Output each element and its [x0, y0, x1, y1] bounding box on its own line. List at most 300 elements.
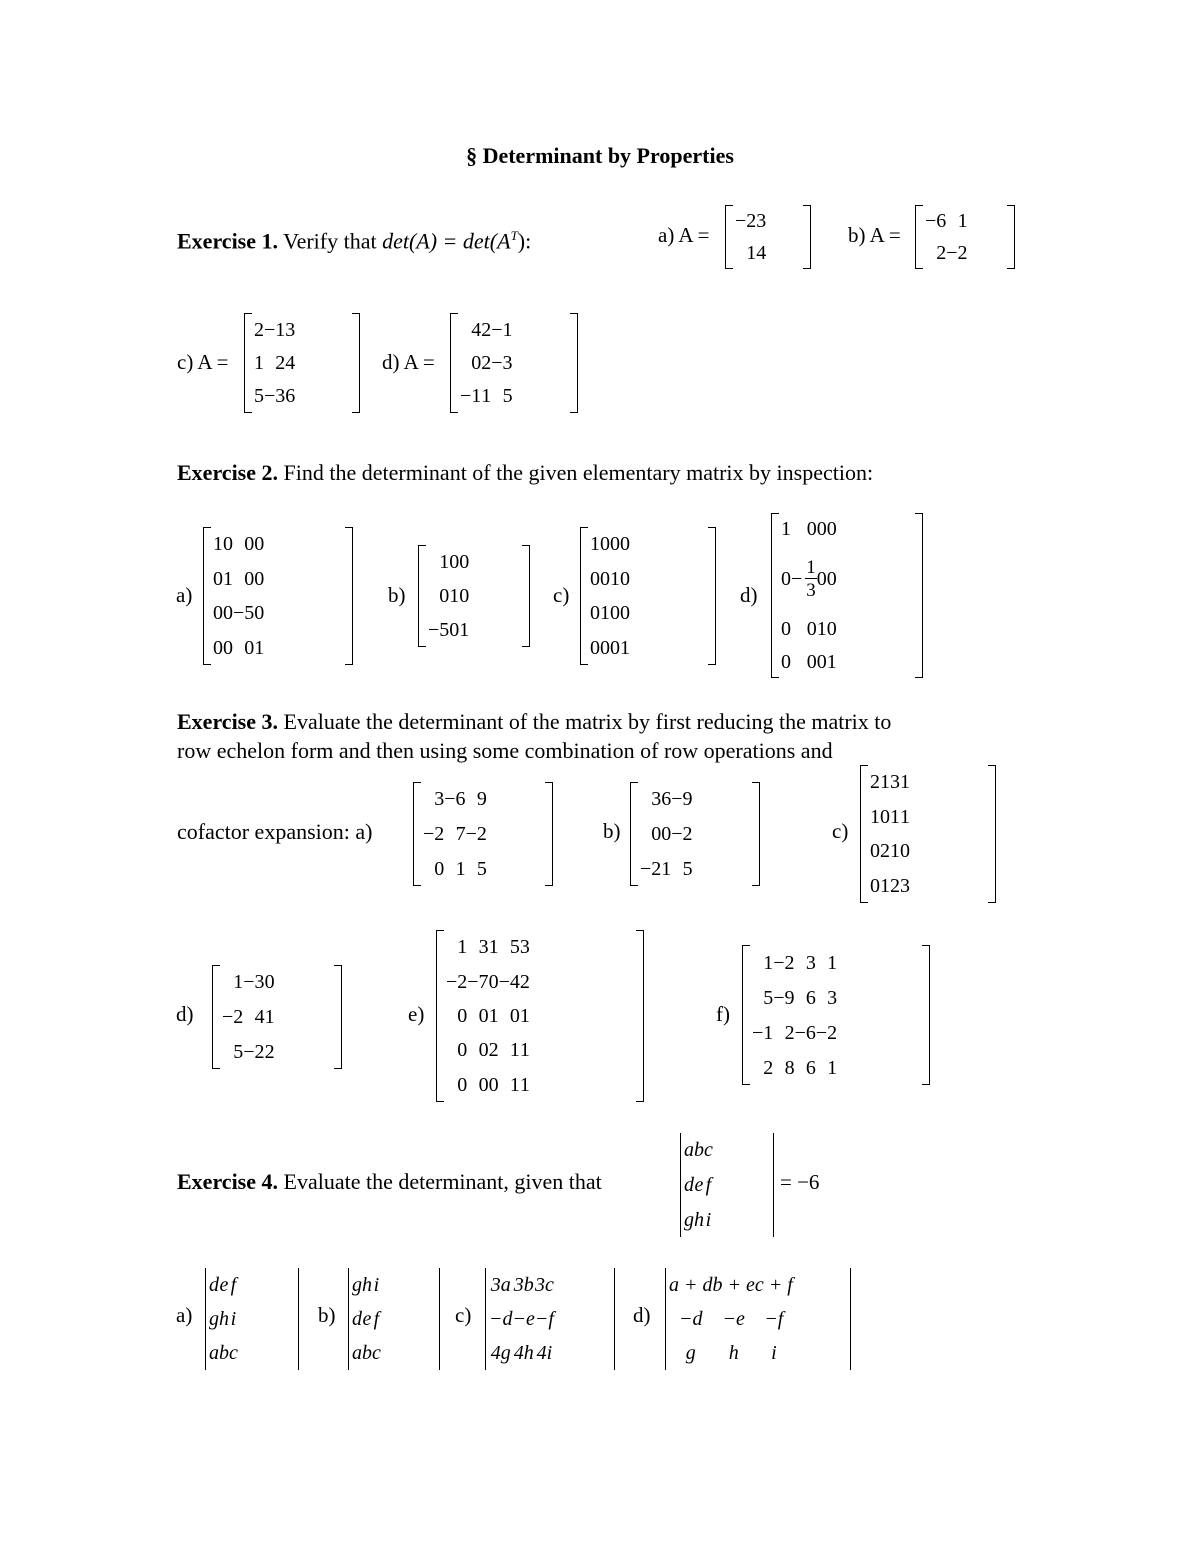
matrix-entry: g	[684, 1208, 694, 1231]
matrix-entry: −2	[222, 1005, 244, 1028]
matrix-entry: 0	[478, 1073, 489, 1096]
matrix-entry: 6	[661, 788, 672, 811]
matrix-row	[640, 782, 693, 817]
matrix-entry: −3	[264, 385, 286, 408]
bracket-right	[1007, 205, 1015, 269]
matrix-entry: 0	[264, 971, 275, 994]
matrix-entry: 2	[481, 318, 492, 341]
matrix-entry	[791, 545, 817, 613]
matrix-row	[752, 1050, 837, 1085]
fraction-numerator: 1	[806, 557, 816, 579]
matrix-entry: 0	[610, 636, 620, 659]
matrix-row	[446, 964, 530, 998]
matrix-entry: −5	[233, 602, 255, 625]
transpose-superscript: T	[510, 228, 518, 243]
matrix-row	[669, 1302, 793, 1336]
matrix-entry: 0	[223, 636, 233, 659]
matrix-row	[209, 1302, 238, 1336]
bracket-left	[630, 782, 638, 886]
ex2-c-label: c)	[553, 583, 570, 607]
matrix-entry: 0	[600, 567, 610, 590]
determinant-bar-right	[439, 1268, 440, 1370]
bracket-right	[988, 765, 996, 903]
matrix-entry: 2	[784, 1021, 795, 1044]
matrix-entry: d	[684, 1173, 694, 1196]
matrix-entry: 1	[763, 951, 774, 974]
matrix-entry: 0	[457, 1004, 468, 1027]
matrix-row	[735, 237, 766, 269]
ex3-b-label: b)	[603, 819, 621, 843]
matrix-entry: a	[209, 1342, 219, 1364]
matrix-entry: 1	[890, 840, 900, 863]
exercise-1-formula-end: ):	[517, 228, 532, 254]
matrix-row	[254, 380, 295, 413]
matrix-entry: 1	[600, 602, 610, 625]
matrix-entry: 1	[254, 351, 264, 374]
matrix-entry: 0	[478, 1004, 489, 1027]
matrix-row	[752, 1015, 837, 1050]
matrix-entry: 2	[870, 771, 880, 794]
matrix-row	[925, 237, 968, 269]
matrix-entry: 0	[816, 650, 827, 673]
matrix-entry: 1	[880, 874, 890, 897]
matrix-entry: 1	[264, 1005, 275, 1028]
matrix-entry: 0	[781, 568, 791, 591]
matrix-row	[222, 1000, 275, 1035]
exercise-1-text: Verify that	[278, 228, 383, 254]
matrix-entry: 1	[457, 936, 468, 959]
matrix-entry: 2	[880, 840, 890, 863]
matrix-entry: 0	[439, 585, 450, 607]
matrix-entry: 1	[519, 1039, 530, 1062]
ex2-a-matrix	[203, 527, 353, 665]
matrix-entry: 4	[471, 318, 482, 341]
matrix-row	[669, 1336, 793, 1370]
exercise-3-statement-line-2: row echelon form and then using some combination of row operations and	[177, 738, 833, 763]
matrix-entry: 6	[805, 1056, 816, 1079]
matrix-entry: 1	[880, 771, 890, 794]
matrix-row	[925, 205, 968, 237]
exercise-1-label: Exercise 1.	[177, 228, 279, 254]
matrix-row	[446, 1068, 530, 1102]
matrix-entry: b	[694, 1139, 704, 1162]
matrix-row	[423, 817, 487, 852]
matrix-entry: 0	[610, 533, 620, 556]
ex2-d-label: d)	[740, 583, 758, 607]
matrix-entry: 5	[233, 1040, 244, 1063]
matrix-entry: 1	[816, 618, 827, 641]
ex1-d-matrix	[450, 313, 578, 413]
matrix-entry: 4	[285, 351, 296, 374]
bracket-right	[636, 930, 644, 1102]
matrix-entry: 0	[434, 857, 445, 880]
matrix-row	[460, 313, 513, 346]
matrix-entry: i	[705, 1208, 712, 1231]
matrix-entry: 1	[254, 636, 265, 659]
matrix-entry: 0	[600, 533, 610, 556]
matrix-row	[489, 1336, 554, 1370]
matrix-row	[446, 1033, 530, 1067]
matrix-entry: 0	[478, 1039, 489, 1062]
bracket-right	[708, 527, 716, 665]
matrix-entry: e	[362, 1308, 372, 1330]
ex4-given-value: = −6	[780, 1170, 820, 1194]
matrix-entry: 0	[223, 533, 233, 556]
matrix-row	[870, 869, 910, 904]
fraction-sign: −	[791, 568, 803, 591]
matrix-entry: −2	[243, 1040, 265, 1063]
matrix-row	[590, 527, 630, 562]
ex3-d-label: d)	[176, 1002, 194, 1026]
exercise-3-text-1: Evaluate the determinant of the matrix by first reducing the matrix to	[278, 709, 892, 734]
bracket-right	[922, 945, 930, 1085]
matrix-entry: a	[352, 1342, 362, 1364]
bracket-right	[915, 513, 923, 678]
determinant-bar-right	[298, 1268, 299, 1370]
matrix-entry: −1	[752, 1021, 774, 1044]
matrix-row	[423, 782, 487, 817]
matrix-entry: −1	[460, 385, 482, 408]
ex1-a-matrix	[725, 205, 811, 269]
matrix-entry: 0	[590, 602, 600, 625]
matrix-entry: 0	[806, 650, 817, 673]
matrix-entry: −e	[512, 1308, 535, 1330]
matrix-entry: 0	[457, 1039, 468, 1062]
matrix-row	[870, 800, 910, 835]
matrix-entry: −2	[735, 210, 757, 232]
matrix-entry: 1	[610, 567, 620, 590]
matrix-entry: 1	[459, 619, 470, 641]
matrix-row	[752, 945, 837, 980]
matrix-entry: 3c	[534, 1274, 554, 1296]
matrix-entry: h	[362, 1274, 372, 1296]
determinant-bar-left	[680, 1133, 681, 1237]
matrix-row	[352, 1336, 381, 1370]
bracket-right	[803, 205, 811, 269]
matrix-entry: −2	[423, 822, 445, 845]
matrix-entry: 0	[254, 567, 265, 590]
ex2-d-matrix	[771, 513, 923, 678]
ex2-b-label: b)	[388, 583, 406, 607]
matrix-row	[735, 205, 766, 237]
matrix-entry: g	[209, 1308, 219, 1330]
matrix-entry: −7	[467, 970, 489, 993]
matrix-entry: 0	[610, 602, 620, 625]
matrix-entry: 1	[661, 857, 672, 880]
matrix-entry: 5	[254, 385, 264, 408]
matrix-entry: 3	[519, 936, 530, 959]
bracket-left	[742, 945, 750, 1085]
matrix-row	[213, 631, 264, 666]
matrix-entry: f	[230, 1274, 237, 1296]
ex3-c-label: c)	[832, 819, 849, 843]
matrix-row	[684, 1133, 713, 1168]
matrix-entry: 1	[746, 242, 757, 264]
matrix-row	[781, 646, 837, 678]
matrix-entry: −f	[764, 1308, 784, 1330]
matrix-row	[640, 817, 693, 852]
matrix-entry: −d	[679, 1308, 703, 1330]
matrix-row	[209, 1268, 238, 1302]
matrix-entry: −2	[946, 242, 968, 264]
matrix-entry: 1	[620, 636, 630, 659]
determinant-bar-left	[348, 1268, 349, 1370]
matrix-entry: 4	[254, 1005, 265, 1028]
matrix-entry: i	[373, 1274, 380, 1296]
matrix-entry: h	[728, 1342, 739, 1364]
matrix-entry: 0	[620, 533, 630, 556]
ex4-c-label: c)	[455, 1303, 472, 1327]
bracket-left	[212, 965, 220, 1069]
matrix-entry: −4	[498, 970, 520, 993]
matrix-entry: −6	[794, 1021, 816, 1044]
matrix-row	[446, 999, 530, 1033]
matrix-entry: 0	[449, 619, 460, 641]
matrix-entry: d	[352, 1308, 362, 1330]
matrix-row	[213, 562, 264, 597]
matrix-entry: 2	[763, 1056, 774, 1079]
exercise-2-statement	[177, 459, 873, 487]
matrix-entry: 1	[827, 1056, 838, 1079]
determinant-bar-right	[773, 1133, 774, 1237]
matrix-entry: 5	[502, 385, 513, 408]
matrix-entry: 0	[254, 533, 265, 556]
ex3-c-matrix	[860, 765, 996, 903]
matrix-entry: 3	[827, 986, 838, 1009]
matrix-row	[460, 380, 513, 413]
matrix-entry: −d	[489, 1308, 513, 1330]
determinant-bar-left	[205, 1268, 206, 1370]
matrix-entry: −6	[925, 210, 947, 232]
bracket-right	[752, 782, 760, 886]
matrix-entry: 3a	[490, 1274, 511, 1296]
matrix-entry: −6	[444, 788, 466, 811]
bracket-right	[345, 527, 353, 665]
matrix-row	[352, 1268, 381, 1302]
ex3-f-label: f)	[716, 1002, 730, 1026]
matrix-entry: 0	[826, 518, 837, 541]
ex2-b-matrix	[418, 545, 530, 647]
matrix-entry: 0	[620, 602, 630, 625]
matrix-entry: 0	[213, 636, 223, 659]
matrix-row	[870, 765, 910, 800]
matrix-entry: 8	[784, 1056, 795, 1079]
bracket-left	[915, 205, 923, 269]
ex4-b-label: b)	[318, 1303, 336, 1327]
matrix-row	[222, 965, 275, 1000]
matrix-entry: 0	[781, 650, 791, 673]
matrix-entry: 0	[590, 636, 600, 659]
matrix-row	[684, 1168, 713, 1203]
matrix-entry: −2	[671, 822, 693, 845]
matrix-row	[209, 1336, 238, 1370]
matrix-entry: 1	[223, 567, 233, 590]
matrix-entry: 0	[488, 1073, 499, 1096]
matrix-entry: 4i	[536, 1342, 553, 1364]
ex4-given-determinant	[678, 1133, 776, 1237]
matrix-entry: 4	[756, 242, 767, 264]
bracket-left	[413, 782, 421, 886]
determinant-bar-right	[614, 1268, 615, 1370]
matrix-entry: 9	[476, 788, 487, 811]
matrix-entry: 0	[459, 551, 470, 573]
bracket-left	[203, 527, 211, 665]
matrix-row	[781, 513, 837, 545]
matrix-entry: 1	[781, 518, 791, 541]
exercise-4-label: Exercise 4.	[177, 1169, 279, 1194]
matrix-entry: 0	[213, 567, 223, 590]
ex1-b-matrix	[915, 205, 1015, 269]
bracket-left	[436, 930, 444, 1102]
matrix-entry: −9	[671, 788, 693, 811]
fraction-denominator: 3	[806, 580, 816, 602]
bracket-right	[352, 313, 360, 413]
matrix-entry: i	[771, 1342, 777, 1364]
bracket-right	[570, 313, 578, 413]
ex1-a-label: a) A =	[658, 223, 710, 247]
matrix-entry: 2	[481, 351, 492, 374]
matrix-entry: 1	[957, 210, 968, 232]
matrix-entry: 2	[254, 318, 264, 341]
matrix-entry: 1	[900, 805, 910, 828]
matrix-entry: 1	[900, 771, 910, 794]
matrix-entry: 5	[476, 857, 487, 880]
page-title: § Determinant by Properties	[466, 143, 734, 168]
matrix-row	[428, 545, 469, 579]
ex3-e-label: e)	[408, 1002, 425, 1026]
matrix-entry: 0	[509, 1004, 520, 1027]
matrix-entry: 2	[519, 970, 530, 993]
matrix-entry: 3	[434, 788, 445, 811]
matrix-entry: 0	[816, 518, 827, 541]
matrix-entry: 3b	[513, 1274, 534, 1296]
matrix-entry: −2	[465, 822, 487, 845]
matrix-entry: −9	[773, 986, 795, 1009]
exercise-4-text: Evaluate the determinant, given that	[278, 1169, 602, 1194]
matrix-entry: 3	[890, 771, 900, 794]
matrix-row	[254, 346, 295, 379]
matrix-entry: −5	[428, 619, 450, 641]
matrix-entry: h	[219, 1308, 229, 1330]
matrix-row	[489, 1268, 554, 1302]
matrix-entry: 0	[826, 568, 837, 591]
bracket-left	[450, 313, 458, 413]
matrix-entry: 6	[805, 986, 816, 1009]
matrix-row	[428, 613, 469, 647]
matrix-row	[460, 346, 513, 379]
matrix-entry: g	[685, 1342, 696, 1364]
matrix-entry: 0	[457, 1073, 468, 1096]
matrix-entry: 0	[880, 805, 890, 828]
matrix-row	[352, 1302, 381, 1336]
ex1-c-matrix	[244, 313, 360, 413]
exercise-1-formula: det(A) = det(A	[382, 228, 511, 254]
ex1-c-label: c) A =	[177, 350, 229, 374]
exercise-3-label: Exercise 3.	[177, 709, 279, 734]
matrix-entry: 4h	[513, 1342, 534, 1364]
determinant-bar-right	[850, 1268, 851, 1370]
matrix-row	[446, 930, 530, 964]
bracket-left	[244, 313, 252, 413]
matrix-entry: b	[219, 1342, 229, 1364]
matrix-entry: 2	[275, 351, 286, 374]
matrix-entry: −f	[534, 1308, 554, 1330]
matrix-entry: 3	[651, 788, 662, 811]
bracket-left	[725, 205, 733, 269]
matrix-entry: 2	[890, 874, 900, 897]
matrix-entry: b	[362, 1342, 372, 1364]
ex4-a-label: a)	[176, 1303, 193, 1327]
matrix-entry: d	[209, 1274, 219, 1296]
bracket-right	[522, 545, 530, 647]
matrix-entry: c	[229, 1342, 238, 1364]
matrix-entry: 0	[661, 822, 672, 845]
matrix-entry: c	[704, 1139, 713, 1162]
matrix-row	[590, 631, 630, 666]
exercise-2-label: Exercise 2.	[177, 460, 279, 485]
matrix-entry: 4g	[490, 1342, 511, 1364]
determinant-bar-left	[665, 1268, 666, 1370]
matrix-entry: 0	[590, 567, 600, 590]
matrix-entry: 2	[488, 1039, 499, 1062]
matrix-entry: g	[352, 1274, 362, 1296]
bracket-left	[771, 513, 779, 678]
matrix-entry: c + f	[754, 1274, 793, 1296]
matrix-entry: −1	[491, 318, 513, 341]
ex4-d-determinant	[663, 1268, 853, 1370]
ex4-b-determinant	[346, 1268, 442, 1370]
matrix-entry: 0	[620, 567, 630, 590]
matrix-entry: −1	[264, 318, 286, 341]
matrix-entry: 1	[488, 936, 499, 959]
matrix-entry: 3	[285, 318, 296, 341]
matrix-entry: 5	[682, 857, 693, 880]
matrix-entry: 1	[488, 1004, 499, 1027]
bracket-left	[860, 765, 868, 903]
matrix-entry: 0	[870, 874, 880, 897]
matrix-row	[590, 596, 630, 631]
exercise-4-statement	[177, 1168, 602, 1196]
matrix-row	[590, 562, 630, 597]
matrix-entry: 2	[936, 242, 947, 264]
matrix-entry: 1	[481, 385, 492, 408]
matrix-row	[640, 851, 693, 886]
matrix-entry: f	[373, 1308, 380, 1330]
matrix-entry: 6	[285, 385, 296, 408]
matrix-entry: 0	[449, 551, 460, 573]
matrix-entry: 3	[478, 936, 489, 959]
matrix-entry: 1	[213, 533, 223, 556]
matrix-entry: 0	[488, 970, 499, 993]
matrix-row	[213, 596, 264, 631]
fraction-one-third	[805, 558, 817, 600]
matrix-entry: 3	[900, 874, 910, 897]
ex3-b-matrix	[630, 782, 760, 886]
matrix-entry: −3	[243, 971, 265, 994]
matrix-row	[254, 313, 295, 346]
matrix-entry: 1	[455, 857, 466, 880]
matrix-entry: −2	[773, 951, 795, 974]
matrix-entry: 1	[233, 971, 244, 994]
matrix-row	[781, 545, 837, 613]
matrix-entry: e	[694, 1173, 704, 1196]
matrix-entry: 0	[244, 533, 255, 556]
exercise-1-statement	[177, 222, 531, 255]
ex3-f-matrix	[742, 945, 930, 1085]
matrix-entry: 0	[213, 602, 223, 625]
matrix-entry: 0	[254, 602, 265, 625]
matrix-row	[781, 613, 837, 645]
